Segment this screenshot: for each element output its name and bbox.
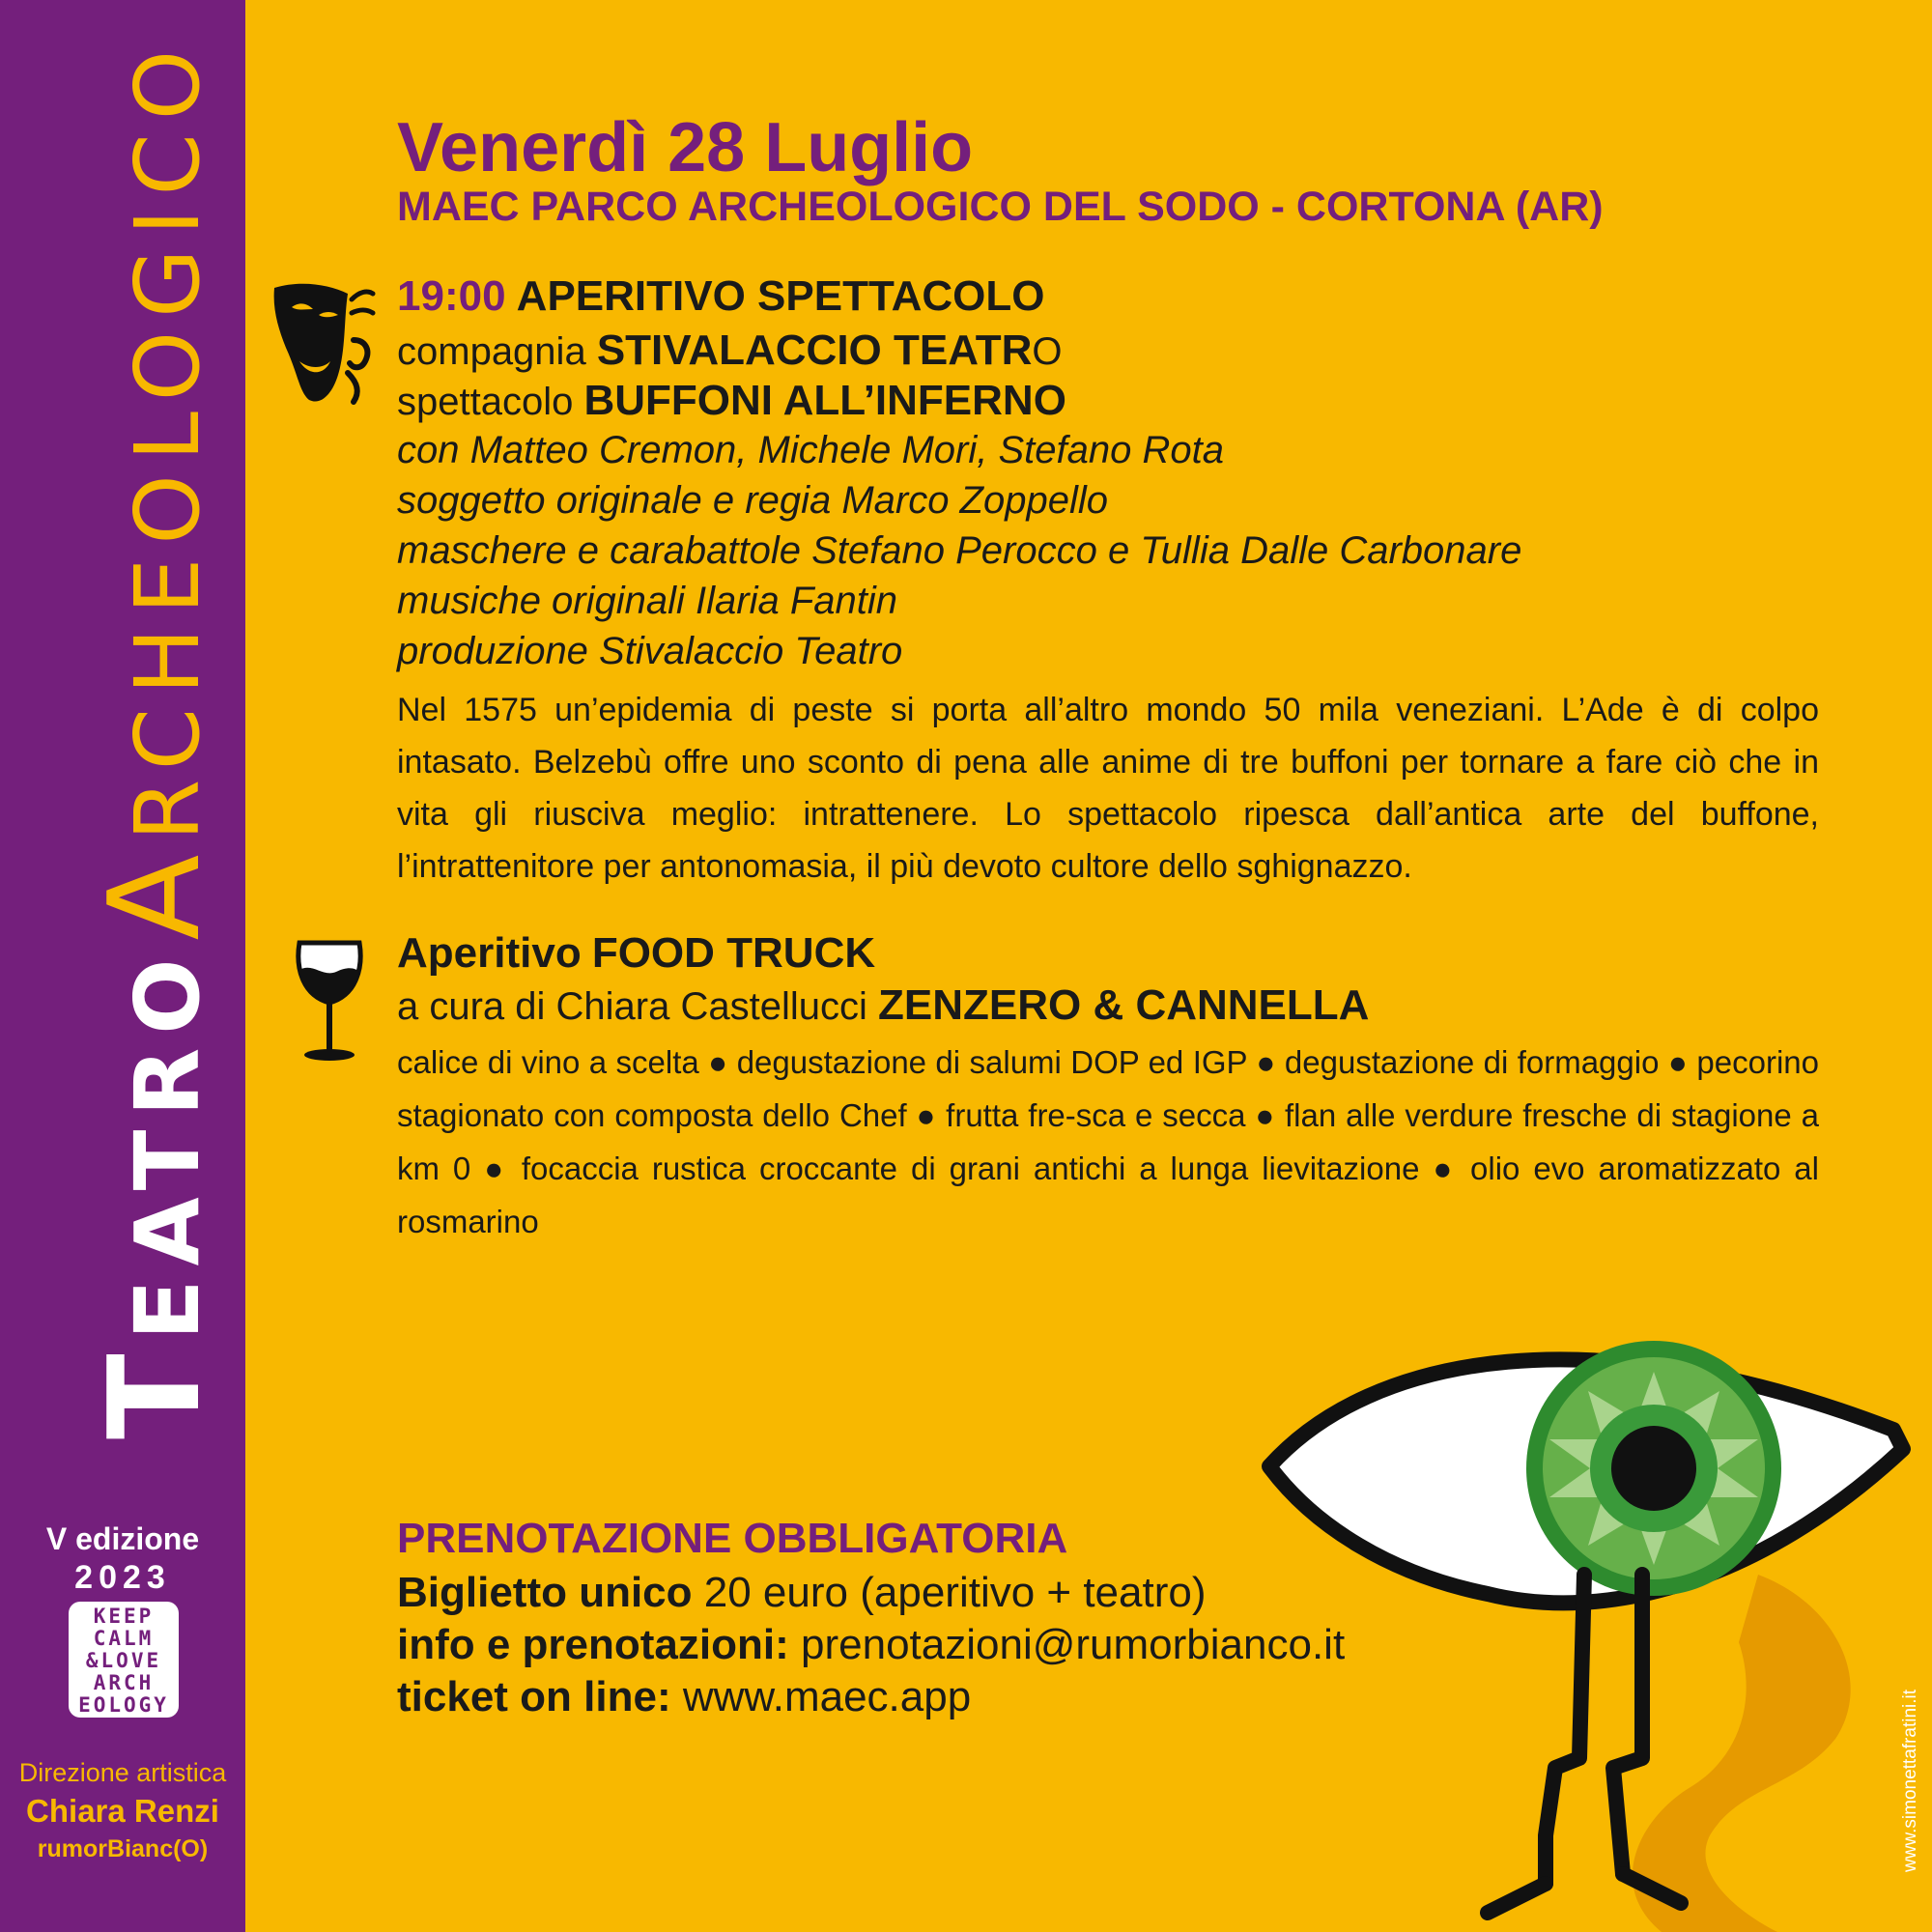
theater-mask-icon [270, 280, 379, 408]
food-title: FOOD TRUCK [591, 929, 876, 977]
keep-calm-row: KEEP [93, 1605, 155, 1628]
info-line [397, 1621, 1345, 1669]
food-heading [397, 929, 875, 978]
direction-label: Direzione artistica [18, 1758, 227, 1787]
eye-foot-left [1488, 1884, 1546, 1913]
company-suffix: O [1032, 330, 1063, 373]
company-prefix: compagnia [397, 330, 586, 373]
credit-line: musiche originali Ilaria Fantin [397, 580, 898, 622]
keep-calm-row: EOLOGY [78, 1693, 169, 1717]
company-name: rumorBianc(O) [37, 1835, 209, 1862]
booking-heading: PRENOTAZIONE OBBLIGATORIA [397, 1515, 1068, 1562]
title-archeologico [81, 36, 228, 941]
food-curator-line [397, 981, 1369, 1030]
title-teatro [81, 945, 228, 1439]
ticket-line [397, 1569, 1207, 1617]
edition-year: 2023 [74, 1559, 171, 1596]
credit-line: produzione Stivalaccio Teatro [397, 630, 903, 672]
edition-label: V edizione [45, 1521, 200, 1556]
wine-glass-icon [294, 937, 365, 1065]
show-name: BUFFONI ALL’INFERNO [583, 377, 1066, 424]
title-teatro-text: TEATRO [81, 945, 228, 1439]
keep-calm-row: ARCH [93, 1671, 155, 1694]
credit-line: soggetto originale e regia Marco Zoppello [397, 479, 1108, 522]
food-menu: calice di vino a scelta ● degustazione di salumi DOP ed IGP ● degustazione di formaggio ● pecorino stagionato con composta dello Chef ● frutta fre-sca e secca ● flan alle verdure fresche di stagione a km 0 ● focaccia rustica croccante di grani antichi a lunga lievitazione ● olio evo aromatizzato al rosmarino [397, 1044, 1819, 1239]
keep-calm-row: &LOVE [85, 1649, 162, 1672]
eye-shadow [1633, 1575, 1851, 1932]
show-time: 19:00 [397, 272, 506, 320]
company-line [397, 327, 1063, 375]
event-venue: MAEC PARCO ARCHEOLOGICO DEL SODO - CORTONA (AR) [397, 184, 1604, 230]
curator-name: ZENZERO & CANNELLA [878, 981, 1370, 1029]
show-description: Nel 1575 un’epidemia di peste si porta all’altro mondo 50 mila veneziani. L’Ade è di colpo intasato. Belzebù offre uno sconto di pena alle anime di tre buffoni per tornare a fare ciò che in vita gli riusciva meglio: intrattenere. Lo spettacolo ripesca dall’antica arte del buffone, l’intrattenitore per antonomasia, il più devoto cultore dello sghignazzo. [397, 692, 1819, 885]
online-link[interactable]: www.maec.app [682, 1673, 972, 1720]
eye-pupil [1611, 1426, 1696, 1511]
eye-illustration [1256, 1333, 1932, 1932]
credit-line: maschere e carabattole Stefano Perocco e Tullia Dalle Carbonare [397, 529, 1522, 572]
show-heading [397, 272, 1044, 321]
info-label: info e prenotazioni: [397, 1621, 789, 1668]
credit-line: con Matteo Cremon, Michele Mori, Stefano Rota [397, 429, 1224, 471]
sidebar [0, 0, 245, 1932]
food-title-prefix: Aperitivo [397, 929, 582, 977]
keep-calm-row: CALM [93, 1627, 155, 1650]
designer-credit: www.simonettafratini.it [1900, 1689, 1920, 1872]
show-name-line [397, 377, 1066, 425]
vertical-title [81, 36, 228, 1439]
show-title: APERITIVO SPETTACOLO [516, 272, 1045, 320]
keep-calm-logo [69, 1602, 179, 1718]
online-line [397, 1673, 971, 1721]
show-prefix: spettacolo [397, 381, 574, 423]
event-date: Venerdì 28 Luglio [397, 109, 974, 186]
eye-leg-left [1546, 1575, 1584, 1884]
eye-leg-right [1613, 1575, 1642, 1874]
info-email[interactable]: prenotazioni@rumorbianco.it [801, 1621, 1346, 1668]
online-label: ticket on line: [397, 1673, 671, 1720]
director-name: Chiara Renzi [26, 1793, 219, 1829]
ticket-label: Biglietto unico [397, 1569, 693, 1616]
company-name: STIVALACCIO TEATR [596, 327, 1033, 374]
title-archeologico-text: ARCHEOLOGICO [81, 36, 228, 941]
ticket-value: 20 euro (aperitivo + teatro) [703, 1569, 1207, 1616]
curator-prefix: a cura di Chiara Castellucci [397, 985, 867, 1028]
